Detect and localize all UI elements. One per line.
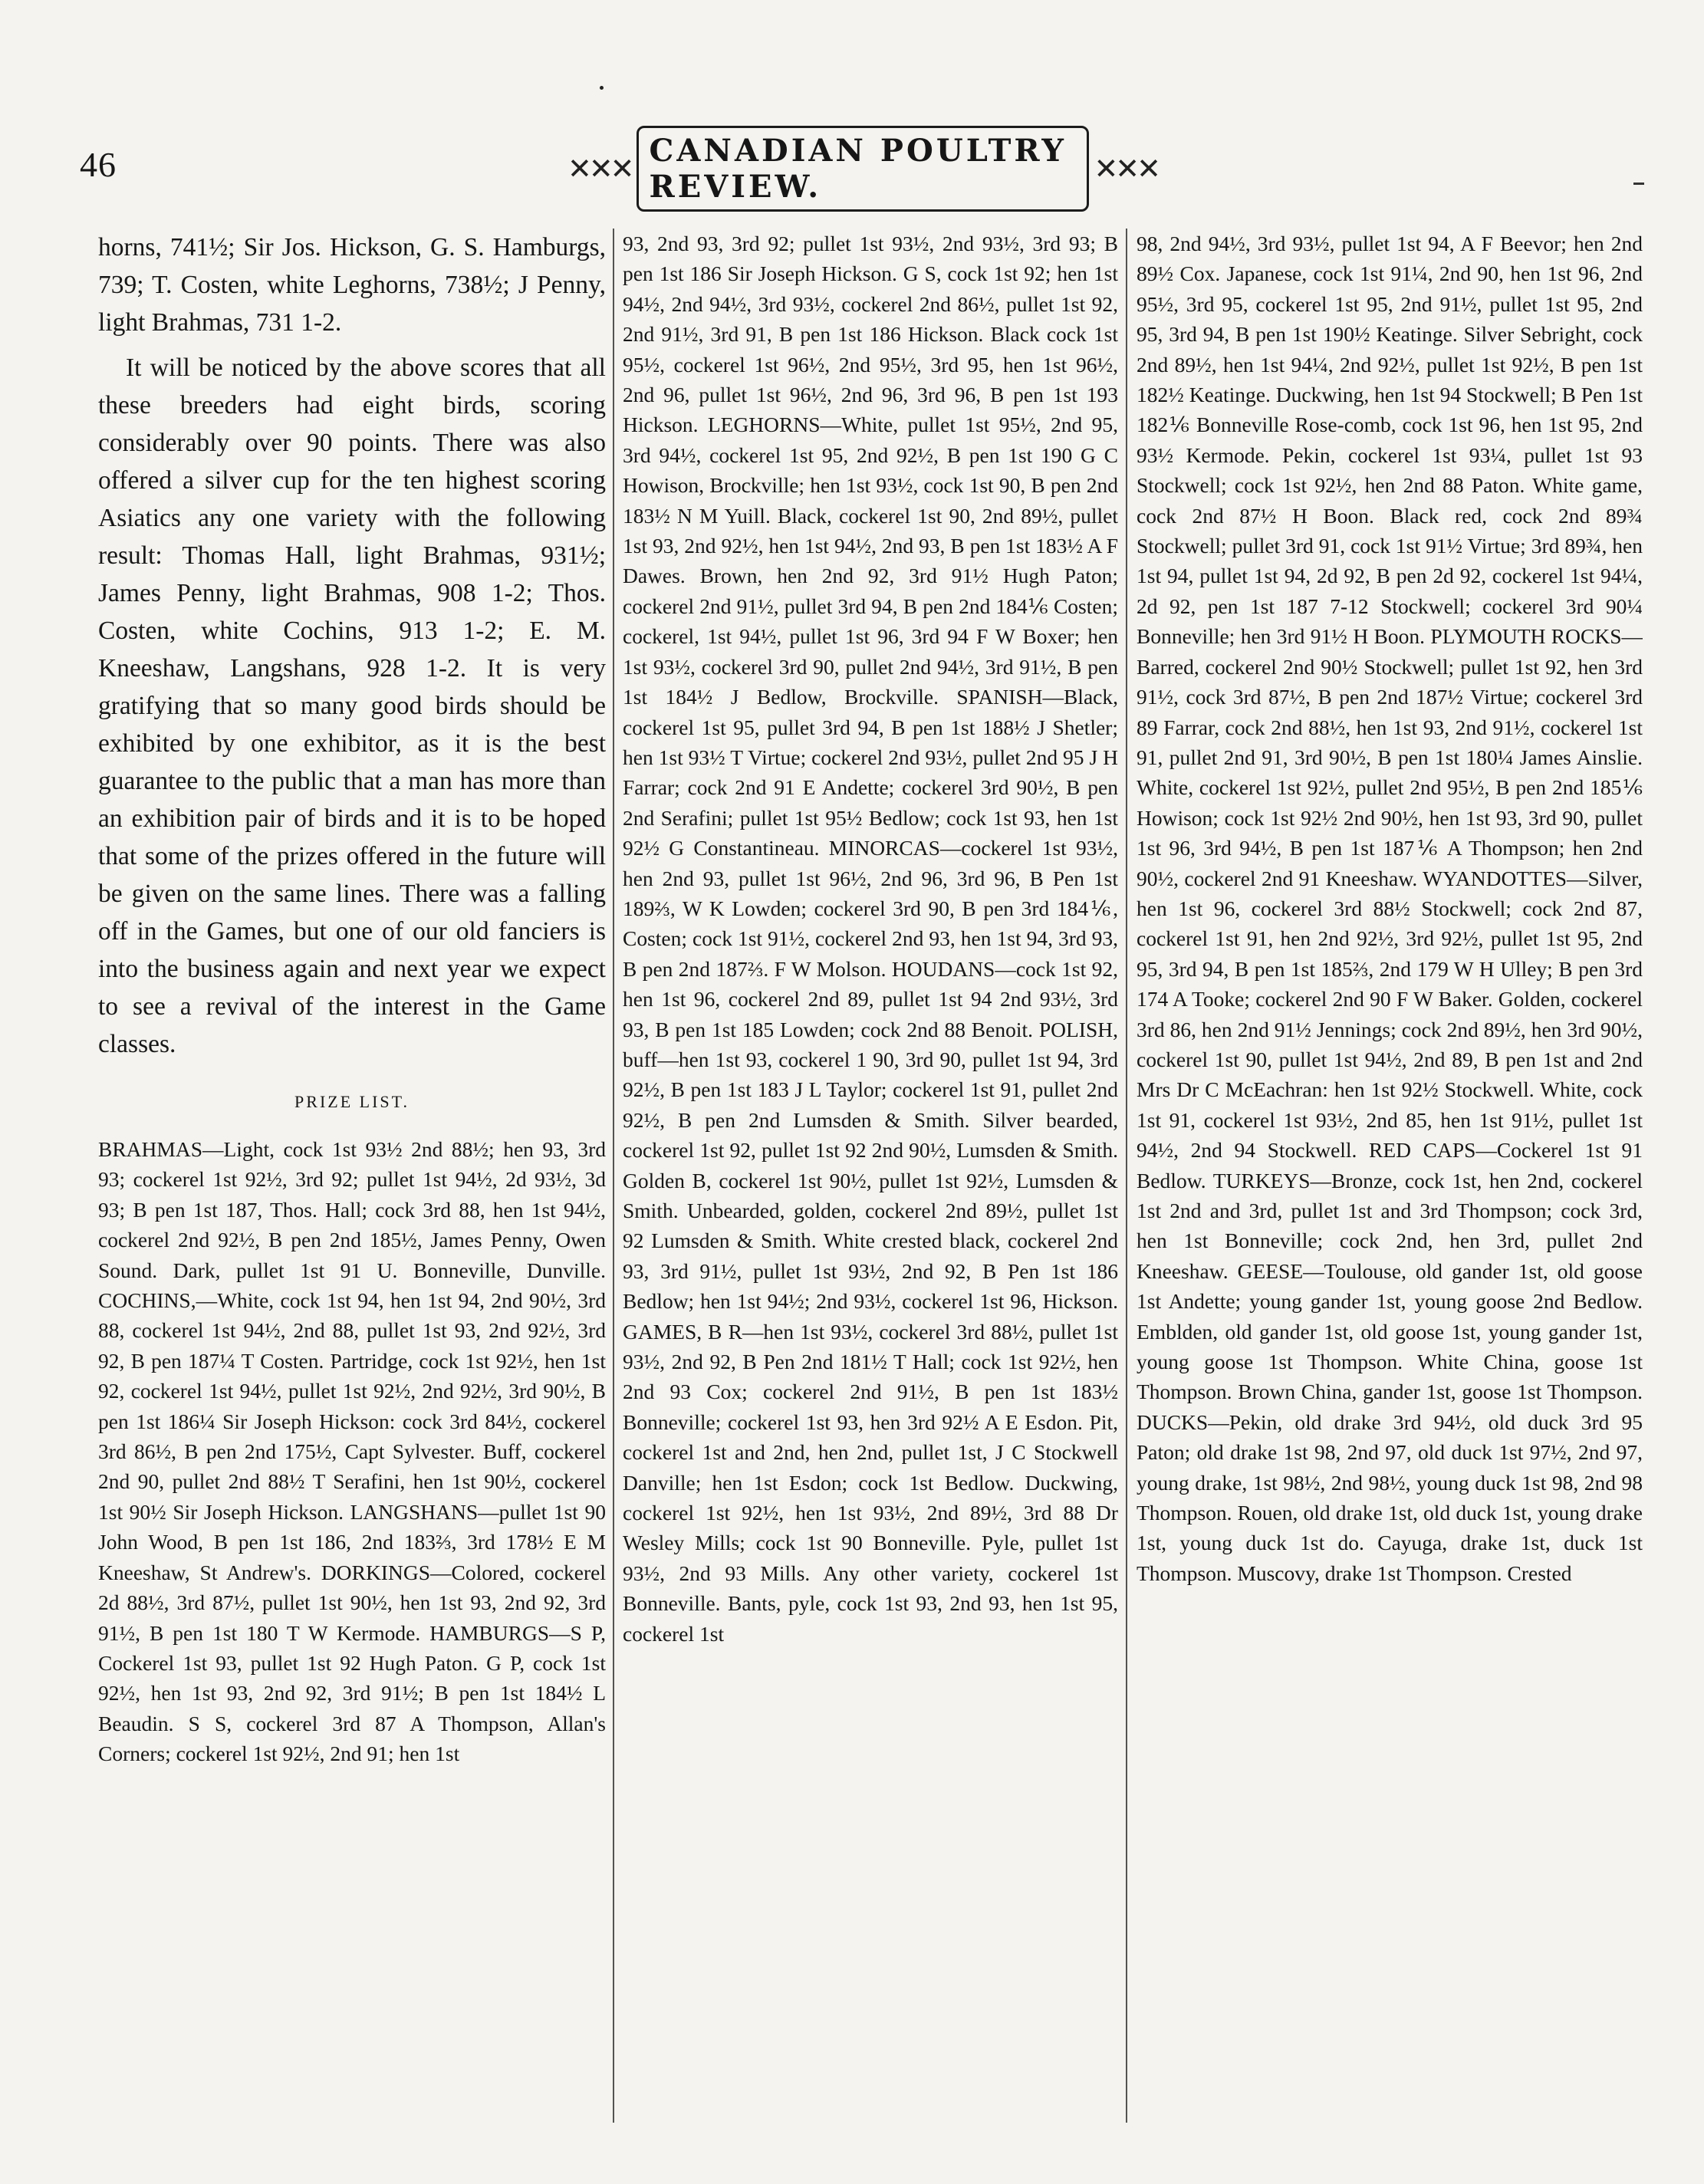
column-rule (1126, 229, 1127, 2123)
ornament-left-icon: ✕✕✕ (567, 152, 632, 186)
margin-mark (1633, 183, 1644, 185)
column-2 (623, 229, 1118, 2123)
page-number: 46 (80, 145, 117, 184)
masthead (567, 133, 1158, 205)
prize-list-continued: 93, 2nd 93, 3rd 92; pullet 1st 93½, 2nd 93½, 3rd 93; B pen 1st 186 Sir Joseph Hickson. G S, cock 1st 92; hen 1st 94½, 2nd 94½, 3rd 93½, cockerel 2nd 86½, pullet 1st 92, 2nd 91½, 3rd 91, B pen 1st 186 Hickson. Black cock 1st 95½, cockerel 1st 96½, 2nd 95½, 3rd 95, hen 1st 96½, 2nd 96, pullet 1st 96½, 2nd 96, 3rd 96, B pen 1st 193 Hickson. LEGHORNS—White, pullet 1st 95½, 2nd 95, 3rd 94½, cockerel 1st 95, 2nd 92½, B pen 1st 190 G C Howison, Brockville; hen 1st 93½, cock 1st 90, B pen 2nd 183½ N M Yuill. Black, cockerel 1st 90, 2nd 89½, pullet 1st 93, 2nd 92½, hen 1st 94½, 2nd 93, B pen 1st 183½ A F Dawes. Brown, hen 2nd 92, 3rd 91½ Hugh Paton; cockerel 2nd 91½, pullet 3rd 94, B pen 2nd 184⅙ Costen; cockerel, 1st 94½, pullet 1st 96, 3rd 94 F W Boxer; hen 1st 93½, cockerel 3rd 90, pullet 2nd 94½, 3rd 91½, B pen 1st 184½ J Bedlow, Brockville. SPANISH—Black, cockerel 1st 95, pullet 3rd 94, B pen 1st 188½ J Shetler; hen 1st 93½ T Virtue; cockerel 2nd 93½, pullet 2nd 95 J H Farrar; cock 2nd 91 E Andette; cockerel 3rd 90½, B pen 2nd Serafini; pullet 1st 95½ Bedlow; cock 1st 93, hen 1st 92½ G Constantineau. MINORCAS—cockerel 1st 93½, hen 2nd 93, pullet 1st 96½, 2nd 96, 3rd 96, B Pen 1st 189⅔, W K Lowden; cockerel 3rd 90, B pen 3rd 184⅙, Costen; cock 1st 91½, cockerel 2nd 93, hen 1st 94, 3rd 93, B pen 2nd 187⅔. F W Molson. HOUDANS—cock 1st 92, hen 1st 96, cockerel 2nd 89, pullet 1st 94 2nd 93½, 3rd 93, B pen 1st 185 Lowden; cock 2nd 88 Benoit. POLISH, buff—hen 1st 93, cockerel 1 90, 3rd 90, pullet 1st 94, 3rd 92½, B pen 1st 183 J L Taylor; cockerel 1st 91, pullet 2nd 92½, B pen 2nd Lumsden & Smith. Silver bearded, cockerel 1st 92, pullet 1st 92 2nd 90½, Lumsden & Smith. Golden B, cockerel 1st 90½, pullet 1st 92½, Lumsden & Smith. Unbearded, golden, cockerel 2nd 89½, pullet 1st 92 Lumsden & Smith. White crested black, cockerel 2nd 93, 3rd 91½, pullet 1st 93½, 2nd 92, B Pen 1st 186 Bedlow; hen 1st 94½; 2nd 93½, cockerel 1st 96, Hickson. GAMES, B R—hen 1st 93½, cockerel 3rd 88½, pullet 1st 93½, 2nd 92, B Pen 2nd 181½ T Hall; cock 1st 92½, hen 2nd 93 Cox; cockerel 2nd 91½, B pen 1st 183½ Bonneville; cockerel 1st 93, hen 3rd 92½ A E Esdon. Pit, cockerel 1st and 2nd, hen 2nd, pullet 1st, J C Stockwell Danville; hen 1st Esdon; cock 1st Bedlow. Duckwing, cockerel 1st 92½, hen 1st 93½, 2nd 89½, 3rd 88 Dr Wesley Mills; cock 1st 90 Bonneville. Pyle, pullet 1st 93½, 2nd 93 Mills. Any other variety, cockerel 1st Bonneville. Bants, pyle, cock 1st 93, 2nd 93, hen 1st 95, cockerel 1st (623, 232, 1118, 1646)
body-paragraph: It will be noticed by the above scores that all these breeders had eight birds, scoring considerably over 90 points. There was also offered a silver cup for the ten highest scoring Asiatics any one variety with the following result: Thomas Hall, light Brahmas, 931½; James Penny, light Brahmas, 908 1-2; Thos. Costen, white Cochins, 913 1-2; E. M. Kneeshaw, Langshans, 928 1-2. It is very gratifying that so many good birds should be exhibited by one exhibitor, as it is the best guarantee to the public that a man has more than an exhibition pair of birds and it is to be hoped that some of the prizes offered in the future will be given on the same lines. There was a falling off in the Games, but one of our old fanciers is into the business again and next year we expect to see a revival of the interest in the Game classes. (98, 354, 606, 1058)
prize-list-continued: 98, 2nd 94½, 3rd 93½, pullet 1st 94, A F Beevor; hen 2nd 89½ Cox. Japanese, cock 1st 91¼, 2nd 90, hen 1st 96, 2nd 95½, 3rd 95, cockerel 1st 95, 2nd 91½, pullet 1st 95, 2nd 95, 3rd 94, B pen 1st 190½ Keatinge. Silver Sebright, cock 2nd 89½, hen 1st 94¼, 2nd 92½, pullet 1st 92½, B pen 1st 182½ Keatinge. Duckwing, hen 1st 94 Stockwell; B Pen 1st 182⅙ Bonneville Rose-comb, cock 1st 96, hen 1st 95, 2nd 93½ Kermode. Pekin, cockerel 1st 93¼, pullet 1st 93 Stockwell; cock 1st 92½, hen 2nd 88 Paton. White game, cock 2nd 87½ H Boon. Black red, cock 2nd 89¾ Stockwell; pullet 3rd 91, cock 1st 91½ Virtue; 3rd 89¾, hen 1st 94, pullet 1st 94, 2d 92, B pen 2d 92, cockerel 1st 94¼, 2d 92, pen 1st 187 7-12 Stockwell; cockerel 3rd 90¼ Bonneville; hen 3rd 91½ H Boon. PLYMOUTH ROCKS—Barred, cockerel 2nd 90½ Stockwell; pullet 1st 92, hen 3rd 91½, cock 3rd 87½, B pen 2nd 187½ Virtue; cockerel 3rd 89 Farrar, cock 2nd 88½, hen 1st 93, 2nd 91½, cockerel 1st 91, pullet 2nd 91, 3rd 90½, B pen 1st 180¼ James Ainslie. White, cockerel 1st 92½, pullet 2nd 95½, B pen 2nd 185⅙ Howison; cock 1st 92½ 2nd 90½, hen 1st 93, 3rd 90, pullet 1st 96, 3rd 94½, B pen 1st 187⅙ A Thompson; hen 2nd 90½, cockerel 2nd 91 Kneeshaw. WYANDOTTES—Silver, hen 1st 96, cockerel 3rd 88½ Stockwell; cock 2nd 87, cockerel 1st 91, hen 2nd 92½, 3rd 92½, pullet 1st 95, 2nd 95, 3rd 94, B pen 1st 185⅔, 2nd 179 W H Ulley; B pen 3rd 174 A Tooke; cockerel 2nd 90 F W Baker. Golden, cockerel 3rd 86, hen 2nd 91½ Jennings; cock 2nd 89½, hen 3rd 90½, cockerel 1st 90, pullet 1st 94½, 2nd 89, B pen 1st and 2nd Mrs Dr C McEachran: hen 1st 92½ Stockwell. White, cock 1st 91, cockerel 1st 93½, 2nd 85, hen 1st 91½, pullet 1st 94½, 2nd 94 Stockwell. RED CAPS—Cockerel 1st 91 Bedlow. TURKEYS—Bronze, cock 1st, hen 2nd, cockerel 1st 2nd and 3rd, pullet 1st and 3rd Thompson; cock 3rd, hen 1st Bonneville; cock 2nd, hen 3rd, pullet 2nd Kneeshaw. GEESE—Toulouse, old gander 1st, old goose 1st Andette; young gander 1st, young goose 2nd Bedlow. Emblden, old gander 1st, old goose 1st, young gander 1st, young goose 1st Thompson. White China, goose 1st Thompson. Brown China, gander 1st, goose 1st Thompson. DUCKS—Pekin, old drake 3rd 94½, old duck 3rd 95 Paton; old drake 1st 98, 2nd 97, old duck 1st 97½, 2nd 97, young drake, 1st 98½, 2nd 98½, young duck 1st 98, 2nd 98 Thompson. Rouen, old drake 1st, old duck 1st, young drake 1st, young duck 1st do. Cayuga, drake 1st, duck 1st Thompson. Muscovy, drake 1st Thompson. Crested (1137, 232, 1643, 1585)
column-rule (613, 229, 614, 2123)
column-1 (98, 229, 606, 2123)
ink-speck (600, 86, 604, 90)
prize-list-text: BRAHMAS—Light, cock 1st 93½ 2nd 88½; hen 93, 3rd 93; cockerel 1st 92½, 3rd 92; pullet 1st 94½, 2d 93½, 3d 93; B pen 1st 187, Thos. Hall; cock 3rd 88, hen 1st 94½, cockerel 2nd 92½, B pen 2nd 185½, James Penny, Owen Sound. Dark, pullet 1st 91 U. Bonneville, Dunville. COCHINS,—White, cock 1st 94, hen 1st 94, 2nd 90½, 3rd 88, cockerel 1st 94½, 2nd 88, pullet 1st 93, 2nd 92½, 3rd 92, B pen 187¼ T Costen. Partridge, cock 1st 92½, hen 1st 92, cockerel 1st 94½, pullet 1st 92½, 2nd 92½, 3rd 90½, B pen 1st 186¼ Sir Joseph Hickson: cock 3rd 84½, cockerel 3rd 86½, B pen 2nd 175½, Capt Sylvester. Buff, cockerel 2nd 90, pullet 2nd 88½ T Serafini, hen 1st 90½, cockerel 1st 90½ Sir Joseph Hickson. LANGSHANS—pullet 1st 90 John Wood, B pen 1st 186, 2nd 183⅔, 3rd 178½ E M Kneeshaw, St Andrew's. DORKINGS—Colored, cockerel 2d 88½, 3rd 87½, pullet 1st 90½, hen 1st 93, 2nd 92, 3rd 91½, B pen 1st 180 T W Kermode. HAMBURGS—S P, Cockerel 1st 93, pullet 1st 92 Hugh Paton. G P, cock 1st 92½, hen 1st 93, 2nd 92, 3rd 91½; B pen 1st 184½ L Beaudin. S S, cockerel 3rd 87 A Thompson, Allan's Corners; cockerel 1st 92½, 2nd 91; hen 1st (98, 1137, 606, 1766)
intro-text: horns, 741½; Sir Jos. Hickson, G. S. Hamburgs, 739; T. Costen, white Leghorns, 738½; J Penny, light Brahmas, 731 1-2. (98, 233, 606, 337)
prize-list-heading: PRIZE LIST. (294, 1092, 410, 1111)
ornament-right-icon: ✕✕✕ (1094, 152, 1158, 186)
masthead-title: CANADIAN POULTRY REVIEW. (637, 126, 1090, 212)
column-3 (1137, 229, 1643, 2123)
